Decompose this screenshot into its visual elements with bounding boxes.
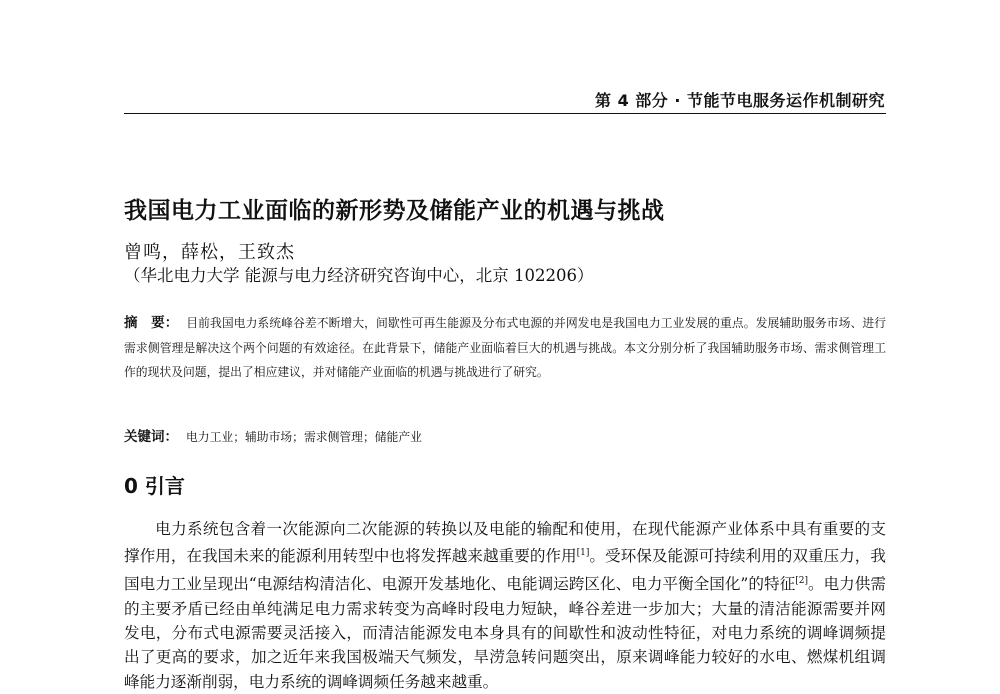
authors: 曾鸣，薛松，王致杰	[124, 242, 295, 263]
body-text-part-1: 电力系统包含着一次能源向二次能源的转换以及电能的输配和使用，在现代能源产业体系中具有重要的支撑作用，在我国未来的能源利用转型中也将发挥越来越重要的作用	[124, 520, 886, 566]
abstract-text: 目前我国电力系统峰谷差不断增大，间歇性可再生能源及分布式电源的并网发电是我国电力工业发展的重点。发展辅助服务市场、进行需求侧管理是解决这个两个问题的有效途径。在此背景下，储能产业面临着巨大的机遇与挑战。本文分别分析了我国辅助服务市场、需求侧管理工作的现状及问题，提出了相应建议，并对储能产业面临的机遇与挑战进行了研究。	[124, 316, 886, 379]
body-paragraph	[124, 517, 886, 691]
citation-2: [2]	[795, 576, 808, 586]
body-text-part-2: 。受环保及能源可持续利用的双重压力，我国电力工业呈现出“电源结构清洁化、电源开发基地化、电能调运跨区化、电力平衡全国化”的特征	[124, 547, 886, 594]
section-heading-introduction: 0 引言	[124, 474, 185, 498]
abstract-label: 摘 要：	[124, 315, 179, 331]
abstract	[124, 311, 886, 385]
paper-title: 我国电力工业面临的新形势及储能产业的机遇与挑战	[124, 198, 665, 224]
keywords-text: 电力工业；辅助市场；需求侧管理；储能产业	[186, 430, 422, 444]
body-text-part-3: 。电力供需的主要矛盾已经由单纯满足电力需求转变为高峰时段电力短缺，峰谷差进一步加大；大量的清洁能源需要并网发电，分布式电源需要灵活接入，而清洁能源发电本身具有的间歇性和波动性特征，对电力系统的调峰调频提出了更高的要求，加之近年来我国极端天气频发，旱涝急转问题突出，原来调峰能力较好的水电、燃煤机组调峰能力逐渐削弱，电力系统的调峰调频任务越来越重。	[124, 575, 886, 691]
running-header: 第 4 部分 · 节能节电服务运作机制研究	[595, 91, 885, 110]
affiliation: （华北电力大学 能源与电力经济研究咨询中心，北京 102206）	[124, 266, 594, 285]
citation-1: [1]	[576, 548, 590, 559]
header-rule	[124, 113, 886, 114]
keywords-label: 关键词：	[124, 429, 178, 445]
keywords	[124, 426, 886, 448]
